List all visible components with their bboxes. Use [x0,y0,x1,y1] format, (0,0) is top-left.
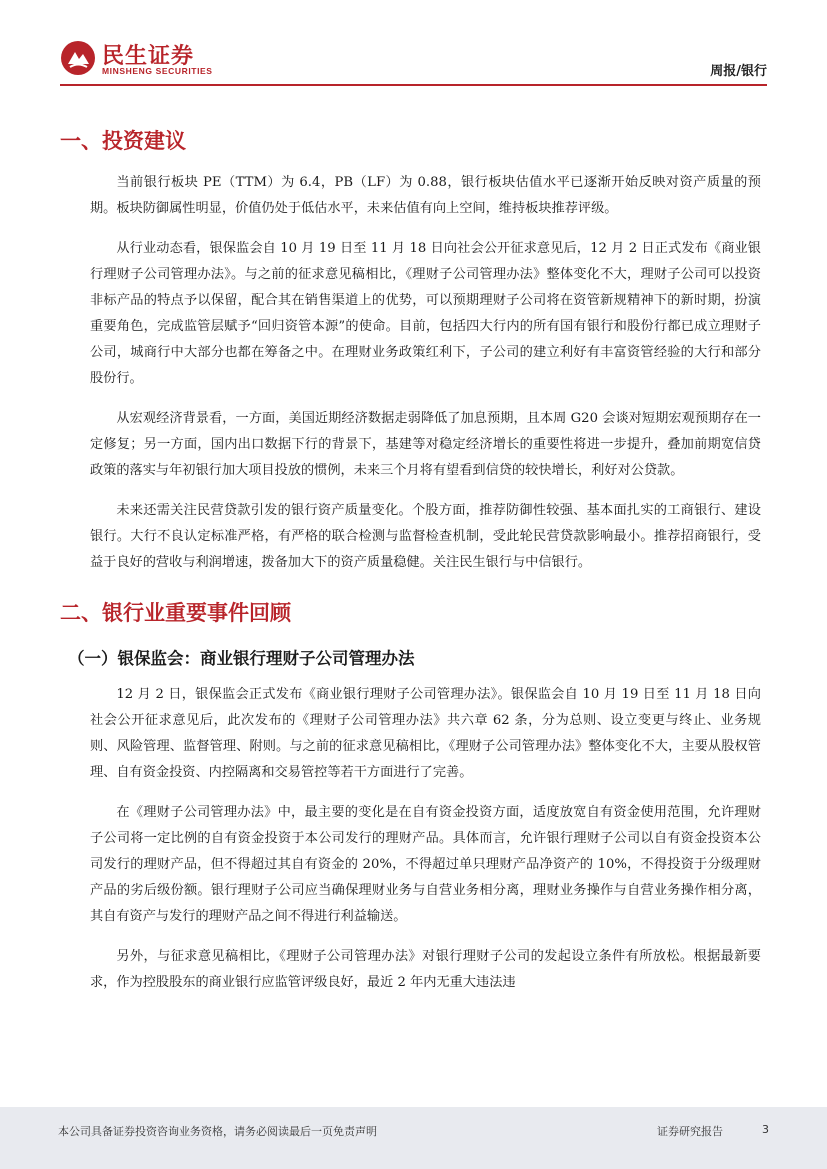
section-2-title: 二、银行业重要事件回顾 [60,601,291,625]
page-footer [0,1107,827,1169]
footer-disclaimer: 本公司具备证券投资咨询业务资格，请务必阅读最后一页免责声明 [58,1125,377,1138]
logo-english-name: MINSHENG SECURITIES [102,66,213,76]
company-logo [60,40,230,80]
paragraph: 在《理财子公司管理办法》中，最主要的变化是在自有资金投资方面，适度放宽自有资金使用范围，允许理财子公司将一定比例的自有资金投资于本公司发行的理财产品。具体而言，允许银行理财子公司以自有资金投资本公司发行的理财产品，但不得超过其自有资金的 20%，不得超过单只理财产品净资产的 10%，不得投资于分级理财产品的劣后级份额。银行理财子公司应当确保理财业务与自营业务相分离，理财业务操作与自营业务操作相分离，其自有资产与发行的理财产品之间不得进行利益输送。 [90,805,761,924]
paragraph: 另外，与征求意见稿相比，《理财子公司管理办法》对银行理财子公司的发起设立条件有所放松。根据最新要求，作为控股股东的商业银行应监管评级良好，最近 2 年内无重大违法违 [90,949,761,990]
section-1-title: 一、投资建议 [60,129,186,153]
report-type-label: 周报/银行 [710,64,767,79]
subsection-title: （一）银保监会：商业银行理财子公司管理办法 [68,649,415,668]
footer-report-label: 证券研究报告 [657,1125,723,1138]
main-content [60,118,767,1010]
logo-chinese-name: 民生证券 [102,44,195,69]
header-divider [60,84,767,86]
page-header [0,0,827,92]
paragraph: 从宏观经济背景看，一方面，美国近期经济数据走弱降低了加息预期，且本周 G20 会谈对短期宏观预期存在一定修复；另一方面，国内出口数据下行的背景下，基建等对稳定经济增长的重要性将进一步提升，叠加前期宽信贷政策的落实与年初银行加大项目投放的惯例，未来三个月将有望看到信贷的较快增长，利好对公贷款。 [90,411,761,478]
paragraph: 12 月 2 日，银保监会正式发布《商业银行理财子公司管理办法》。银保监会自 10 月 19 日至 11 月 18 日向社会公开征求意见后，此次发布的《理财子公司管理办法》共六章 62 条，分为总则、设立变更与终止、业务规则、风险管理、监督管理、附则。与之前的征求意见稿相比，《理财子公司管理办法》整体变化不大，主要从股权管理、自有资金投资、内控隔离和交易管控等若干方面进行了完善。 [90,687,761,780]
minsheng-logo-icon [60,40,96,76]
page-number: 3 [762,1123,769,1136]
paragraph: 未来还需关注民营贷款引发的银行资产质量变化。个股方面，推荐防御性较强、基本面扎实的工商银行、建设银行。大行不良认定标准严格，有严格的联合检测与监督检查机制，受此轮民营贷款影响最小。推荐招商银行，受益于良好的营收与利润增速，拨备加大下的资产质量稳健。关注民生银行与中信银行。 [90,503,761,570]
paragraph: 当前银行板块 PE（TTM）为 6.4，PB（LF）为 0.88，银行板块估值水平已逐渐开始反映对资产质量的预期。板块防御属性明显，价值仍处于低估水平，未来估值有向上空间，维持板块推荐评级。 [90,175,761,216]
paragraph: 从行业动态看，银保监会自 10 月 19 日至 11 月 18 日向社会公开征求意见后，12 月 2 日正式发布《商业银行理财子公司管理办法》。与之前的征求意见稿相比，《理财子公司管理办法》整体变化不大，理财子公司可以投资非标产品的特点予以保留，配合其在销售渠道上的优势，可以预期理财子公司将在资管新规精神下的新时期，扮演重要角色，完成监管层赋予“回归资管本源”的使命。目前，包括四大行内的所有国有银行和股份行都已成立理财子公司，城商行中大部分也都在筹备之中。在理财业务政策红利下，子公司的建立利好有丰富资管经验的大行和部分股份行。 [90,241,761,386]
